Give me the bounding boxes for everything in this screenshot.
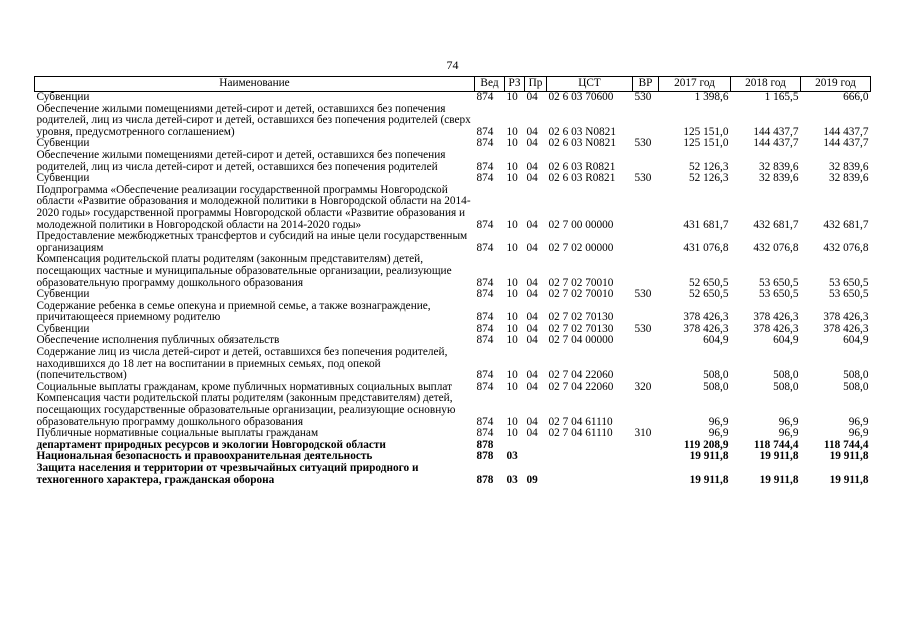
cell-y2018: 118 744,4 <box>753 438 799 451</box>
cell-ved: 874 <box>476 415 494 428</box>
cell-y2018: 96,9 <box>778 427 799 440</box>
cell-pr <box>525 440 547 452</box>
cell-y2019: 144 437,7 <box>823 137 869 150</box>
cell-pr: 04 <box>526 137 538 150</box>
cell-vr: 530 <box>634 172 652 185</box>
cell-ved: 874 <box>476 369 494 382</box>
cell-vr <box>633 440 659 452</box>
cell-name: Субвенции <box>36 91 90 103</box>
cell-cst: 02 7 00 00000 <box>548 218 614 231</box>
cell-y2017: 1 398,6 <box>694 91 729 103</box>
cell-rz: 10 <box>506 218 518 231</box>
cell-ved: 874 <box>476 380 494 393</box>
cell-ved: 874 <box>476 125 494 138</box>
cell-y2018: 378 426,3 <box>753 311 799 324</box>
table-row <box>35 254 871 289</box>
cell-y2018: 19 911,8 <box>759 450 799 463</box>
col-header-ved: Вед <box>475 77 505 92</box>
cell-pr: 04 <box>526 276 538 289</box>
cell-name: Социальные выплаты гражданам, кроме публичных нормативных социальных выплат <box>36 380 453 393</box>
cell-y2019: 32 839,6 <box>828 160 869 173</box>
cell-cst: 02 7 02 00000 <box>548 241 614 254</box>
cell-ved: 874 <box>476 172 494 185</box>
cell-ved: 874 <box>476 427 494 440</box>
cell-cst: 02 7 04 22060 <box>548 380 614 393</box>
table-row <box>35 289 871 301</box>
cell-rz: 10 <box>506 160 518 173</box>
cell-cst: 02 7 02 70010 <box>548 276 614 289</box>
cell-cst: 02 6 03 R0821 <box>548 160 616 173</box>
table-row <box>35 185 871 231</box>
table-row <box>35 92 871 104</box>
cell-y2017: 431 681,7 <box>683 218 729 231</box>
cell-rz: 10 <box>506 288 518 301</box>
cell-y2019: 53 650,5 <box>828 288 869 301</box>
cell-y2017: 52 650,5 <box>688 288 729 301</box>
cell-vr: 530 <box>634 137 652 150</box>
cell-vr <box>633 347 659 382</box>
cell-y2017: 96,9 <box>708 415 729 428</box>
cell-ved: 878 <box>476 450 494 463</box>
cell-y2019: 604,9 <box>843 334 869 347</box>
cell-cst: 02 6 03 N0821 <box>548 137 616 150</box>
cell-y2019: 144 437,7 <box>823 125 869 138</box>
cell-y2017: 125 151,0 <box>683 125 729 138</box>
cell-cst: 02 7 04 61110 <box>548 415 613 428</box>
cell-y2017: 508,0 <box>703 380 729 393</box>
cell-vr: 530 <box>634 288 652 301</box>
cell-vr: 320 <box>634 380 652 393</box>
cell-name: Субвенции <box>36 172 90 185</box>
table-row <box>35 173 871 185</box>
cell-pr: 04 <box>526 288 538 301</box>
cell-y2017: 431 076,8 <box>683 241 729 254</box>
cell-cst: 02 7 02 70130 <box>548 322 614 335</box>
table-row <box>35 150 871 173</box>
cell-vr: 530 <box>634 322 652 335</box>
table-row <box>35 301 871 324</box>
cell-y2019: 53 650,5 <box>828 276 869 289</box>
cell-rz: 10 <box>506 241 518 254</box>
cell-vr: 530 <box>634 91 652 103</box>
cell-pr: 04 <box>526 369 538 382</box>
cell-cst: 02 7 02 70130 <box>548 311 614 324</box>
cell-ved: 874 <box>476 288 494 301</box>
cell-vr <box>633 335 659 347</box>
cell-name: Содержание лиц из числа детей-сирот и детей, оставшихся без попечения родителей, находившихся до 18 лет на воспитании в приемных семьях, под опекой (попечительством) <box>36 346 448 382</box>
cell-rz: 10 <box>506 369 518 382</box>
cell-rz: 10 <box>506 334 518 347</box>
col-header-cst: ЦСТ <box>547 77 633 92</box>
cell-cst: 02 7 04 00000 <box>548 334 614 347</box>
cell-vr <box>633 393 659 428</box>
cell-rz: 10 <box>506 91 518 103</box>
cell-ved: 878 <box>476 473 494 486</box>
cell-y2018: 432 076,8 <box>753 241 799 254</box>
cell-y2017: 378 426,3 <box>683 322 729 335</box>
cell-name: Обеспечение жилыми помещениями детей-сирот и детей, оставшихся без попечения родителей, лиц из числа детей-сирот и детей, оставшихся без попечения родителей (сверх уровня, предусмотренного соглашением) <box>36 102 471 138</box>
page-number: 74 <box>446 58 459 72</box>
budget-table <box>34 76 871 486</box>
cell-name: Обеспечение исполнения публичных обязательств <box>36 334 280 347</box>
cell-rz: 10 <box>506 311 518 324</box>
cell-y2019: 96,9 <box>848 427 869 440</box>
cell-rz: 10 <box>506 137 518 150</box>
cell-pr: 09 <box>526 473 538 486</box>
cell-pr: 04 <box>526 427 538 440</box>
cell-rz: 10 <box>506 415 518 428</box>
cell-vr: 310 <box>634 427 652 440</box>
cell-y2018: 432 681,7 <box>753 218 799 231</box>
cell-y2017: 604,9 <box>703 334 729 347</box>
cell-y2018: 53 650,5 <box>758 288 799 301</box>
cell-y2019: 32 839,6 <box>828 172 869 185</box>
cell-y2018: 604,9 <box>773 334 799 347</box>
cell-y2018: 144 437,7 <box>753 137 799 150</box>
cell-ved: 874 <box>476 160 494 173</box>
table-row <box>35 463 871 486</box>
cell-name: Субвенции <box>36 322 90 335</box>
cell-ved: 874 <box>476 218 494 231</box>
cell-y2018: 32 839,6 <box>758 160 799 173</box>
cell-cst: 02 6 03 R0821 <box>548 172 616 185</box>
cell-ved: 874 <box>476 334 494 347</box>
cell-cst: 02 6 03 N0821 <box>548 125 616 138</box>
cell-y2019: 19 911,8 <box>829 450 869 463</box>
table-row <box>35 347 871 382</box>
col-header-rz: РЗ <box>505 77 525 92</box>
cell-name: Обеспечение жилыми помещениями детей-сирот и детей, оставшихся без попечения родителей, лиц из числа детей-сирот и детей, оставшихся без попечения родителей <box>36 148 446 173</box>
cell-y2018: 19 911,8 <box>759 473 799 486</box>
col-header-2018: 2018 год <box>731 77 801 92</box>
cell-pr <box>525 451 547 463</box>
cell-pr: 04 <box>526 160 538 173</box>
cell-y2019: 19 911,8 <box>829 473 869 486</box>
table-row <box>35 393 871 428</box>
cell-name: Защита населения и территории от чрезвычайных ситуаций природного и техногенного характера, гражданская оборона <box>36 462 419 486</box>
cell-rz: 10 <box>506 322 518 335</box>
cell-y2018: 378 426,3 <box>753 322 799 335</box>
cell-pr: 04 <box>526 322 538 335</box>
cell-ved: 874 <box>476 276 494 289</box>
cell-pr: 04 <box>526 241 538 254</box>
col-header-name: Наименование <box>35 77 475 92</box>
col-header-2017: 2017 год <box>659 77 731 92</box>
cell-y2018: 32 839,6 <box>758 172 799 185</box>
cell-y2017: 52 126,3 <box>688 160 729 173</box>
cell-y2017: 378 426,3 <box>683 311 729 324</box>
cell-ved: 878 <box>476 438 494 451</box>
cell-rz: 10 <box>506 276 518 289</box>
cell-ved: 874 <box>476 241 494 254</box>
cell-y2017: 52 126,3 <box>688 172 729 185</box>
cell-name: Содержание ребенка в семье опекуна и приемной семье, а также вознаграждение, причитающееся приемному родителю <box>36 299 431 324</box>
cell-name: департамент природных ресурсов и экологии Новгородской области <box>36 438 386 451</box>
cell-pr: 04 <box>526 334 538 347</box>
cell-cst <box>547 463 633 486</box>
cell-rz: 10 <box>506 125 518 138</box>
cell-y2019: 508,0 <box>843 369 869 382</box>
cell-ved: 874 <box>476 311 494 324</box>
cell-name: Компенсация родительской платы родителям (законным представителям) детей, посещающих частные и муниципальные образовательные организации, реализующие образовательную программу дошкольного образования <box>36 253 452 289</box>
cell-cst: 02 7 02 70010 <box>548 288 614 301</box>
cell-vr <box>633 150 659 173</box>
cell-vr <box>633 301 659 324</box>
cell-y2018: 53 650,5 <box>758 276 799 289</box>
cell-pr: 04 <box>526 311 538 324</box>
cell-name: Национальная безопасность и правоохранительная деятельность <box>36 450 373 463</box>
cell-y2018: 508,0 <box>773 369 799 382</box>
cell-name: Предоставление межбюджетных трансфертов и субсидий на иные цели государственным организациям <box>36 230 468 254</box>
cell-y2017: 119 208,9 <box>683 438 729 451</box>
table-row <box>35 231 871 254</box>
cell-pr: 04 <box>526 218 538 231</box>
cell-rz: 03 <box>506 450 518 463</box>
cell-y2019: 432 681,7 <box>823 218 869 231</box>
cell-y2019: 96,9 <box>848 415 869 428</box>
cell-y2019: 118 744,4 <box>823 438 869 451</box>
col-header-pr: Пр <box>525 77 547 92</box>
cell-vr <box>633 185 659 231</box>
cell-y2018: 1 165,5 <box>764 91 799 103</box>
cell-y2019: 378 426,3 <box>823 322 869 335</box>
cell-vr <box>633 104 659 139</box>
cell-pr: 04 <box>526 380 538 393</box>
cell-ved: 874 <box>476 137 494 150</box>
cell-name: Подпрограмма «Обеспечение реализации государственной программы Новгородской области «Развитие образования и молодежной политики в Новгородской области на 2014-2020 годы» государственной программы Новгородской области «Развитие образования и молодежной политики в Новгородской области на 2014-2020 годы» <box>36 183 471 231</box>
cell-pr: 04 <box>526 91 538 103</box>
col-header-2019: 2019 год <box>801 77 871 92</box>
cell-rz: 10 <box>506 427 518 440</box>
table-row <box>35 104 871 139</box>
col-header-vr: ВР <box>633 77 659 92</box>
cell-y2017: 508,0 <box>703 369 729 382</box>
cell-name: Субвенции <box>36 288 90 301</box>
cell-y2017: 96,9 <box>708 427 729 440</box>
cell-rz: 10 <box>506 380 518 393</box>
cell-cst <box>547 451 633 463</box>
cell-pr: 04 <box>526 172 538 185</box>
cell-y2019: 378 426,3 <box>823 311 869 324</box>
cell-pr: 04 <box>526 415 538 428</box>
cell-y2017: 19 911,8 <box>689 473 729 486</box>
cell-y2018: 96,9 <box>778 415 799 428</box>
cell-y2018: 508,0 <box>773 380 799 393</box>
cell-ved: 874 <box>476 322 494 335</box>
cell-name: Публичные нормативные социальные выплаты гражданам <box>36 427 319 440</box>
cell-y2017: 125 151,0 <box>683 137 729 150</box>
cell-y2019: 666,0 <box>843 91 869 103</box>
cell-cst: 02 6 03 70600 <box>548 91 614 103</box>
cell-name: Субвенции <box>36 137 90 150</box>
cell-cst: 02 7 04 61110 <box>548 427 613 440</box>
cell-pr: 04 <box>526 125 538 138</box>
table-header-row <box>35 77 871 92</box>
cell-y2018: 144 437,7 <box>753 125 799 138</box>
cell-ved: 874 <box>476 91 494 103</box>
cell-y2017: 52 650,5 <box>688 276 729 289</box>
cell-vr <box>633 463 659 486</box>
cell-vr <box>633 254 659 289</box>
cell-name: Компенсация части родительской платы родителям (законным представителям) детей, посещающих государственные образовательные организации, реализующие основную образовательную программу дошкольного образования <box>36 392 456 428</box>
cell-y2019: 432 076,8 <box>823 241 869 254</box>
cell-cst: 02 7 04 22060 <box>548 369 614 382</box>
cell-vr <box>633 451 659 463</box>
cell-rz: 03 <box>506 473 518 486</box>
cell-vr <box>633 231 659 254</box>
cell-y2017: 19 911,8 <box>689 450 729 463</box>
cell-y2019: 508,0 <box>843 380 869 393</box>
cell-cst <box>547 440 633 452</box>
cell-rz: 10 <box>506 172 518 185</box>
